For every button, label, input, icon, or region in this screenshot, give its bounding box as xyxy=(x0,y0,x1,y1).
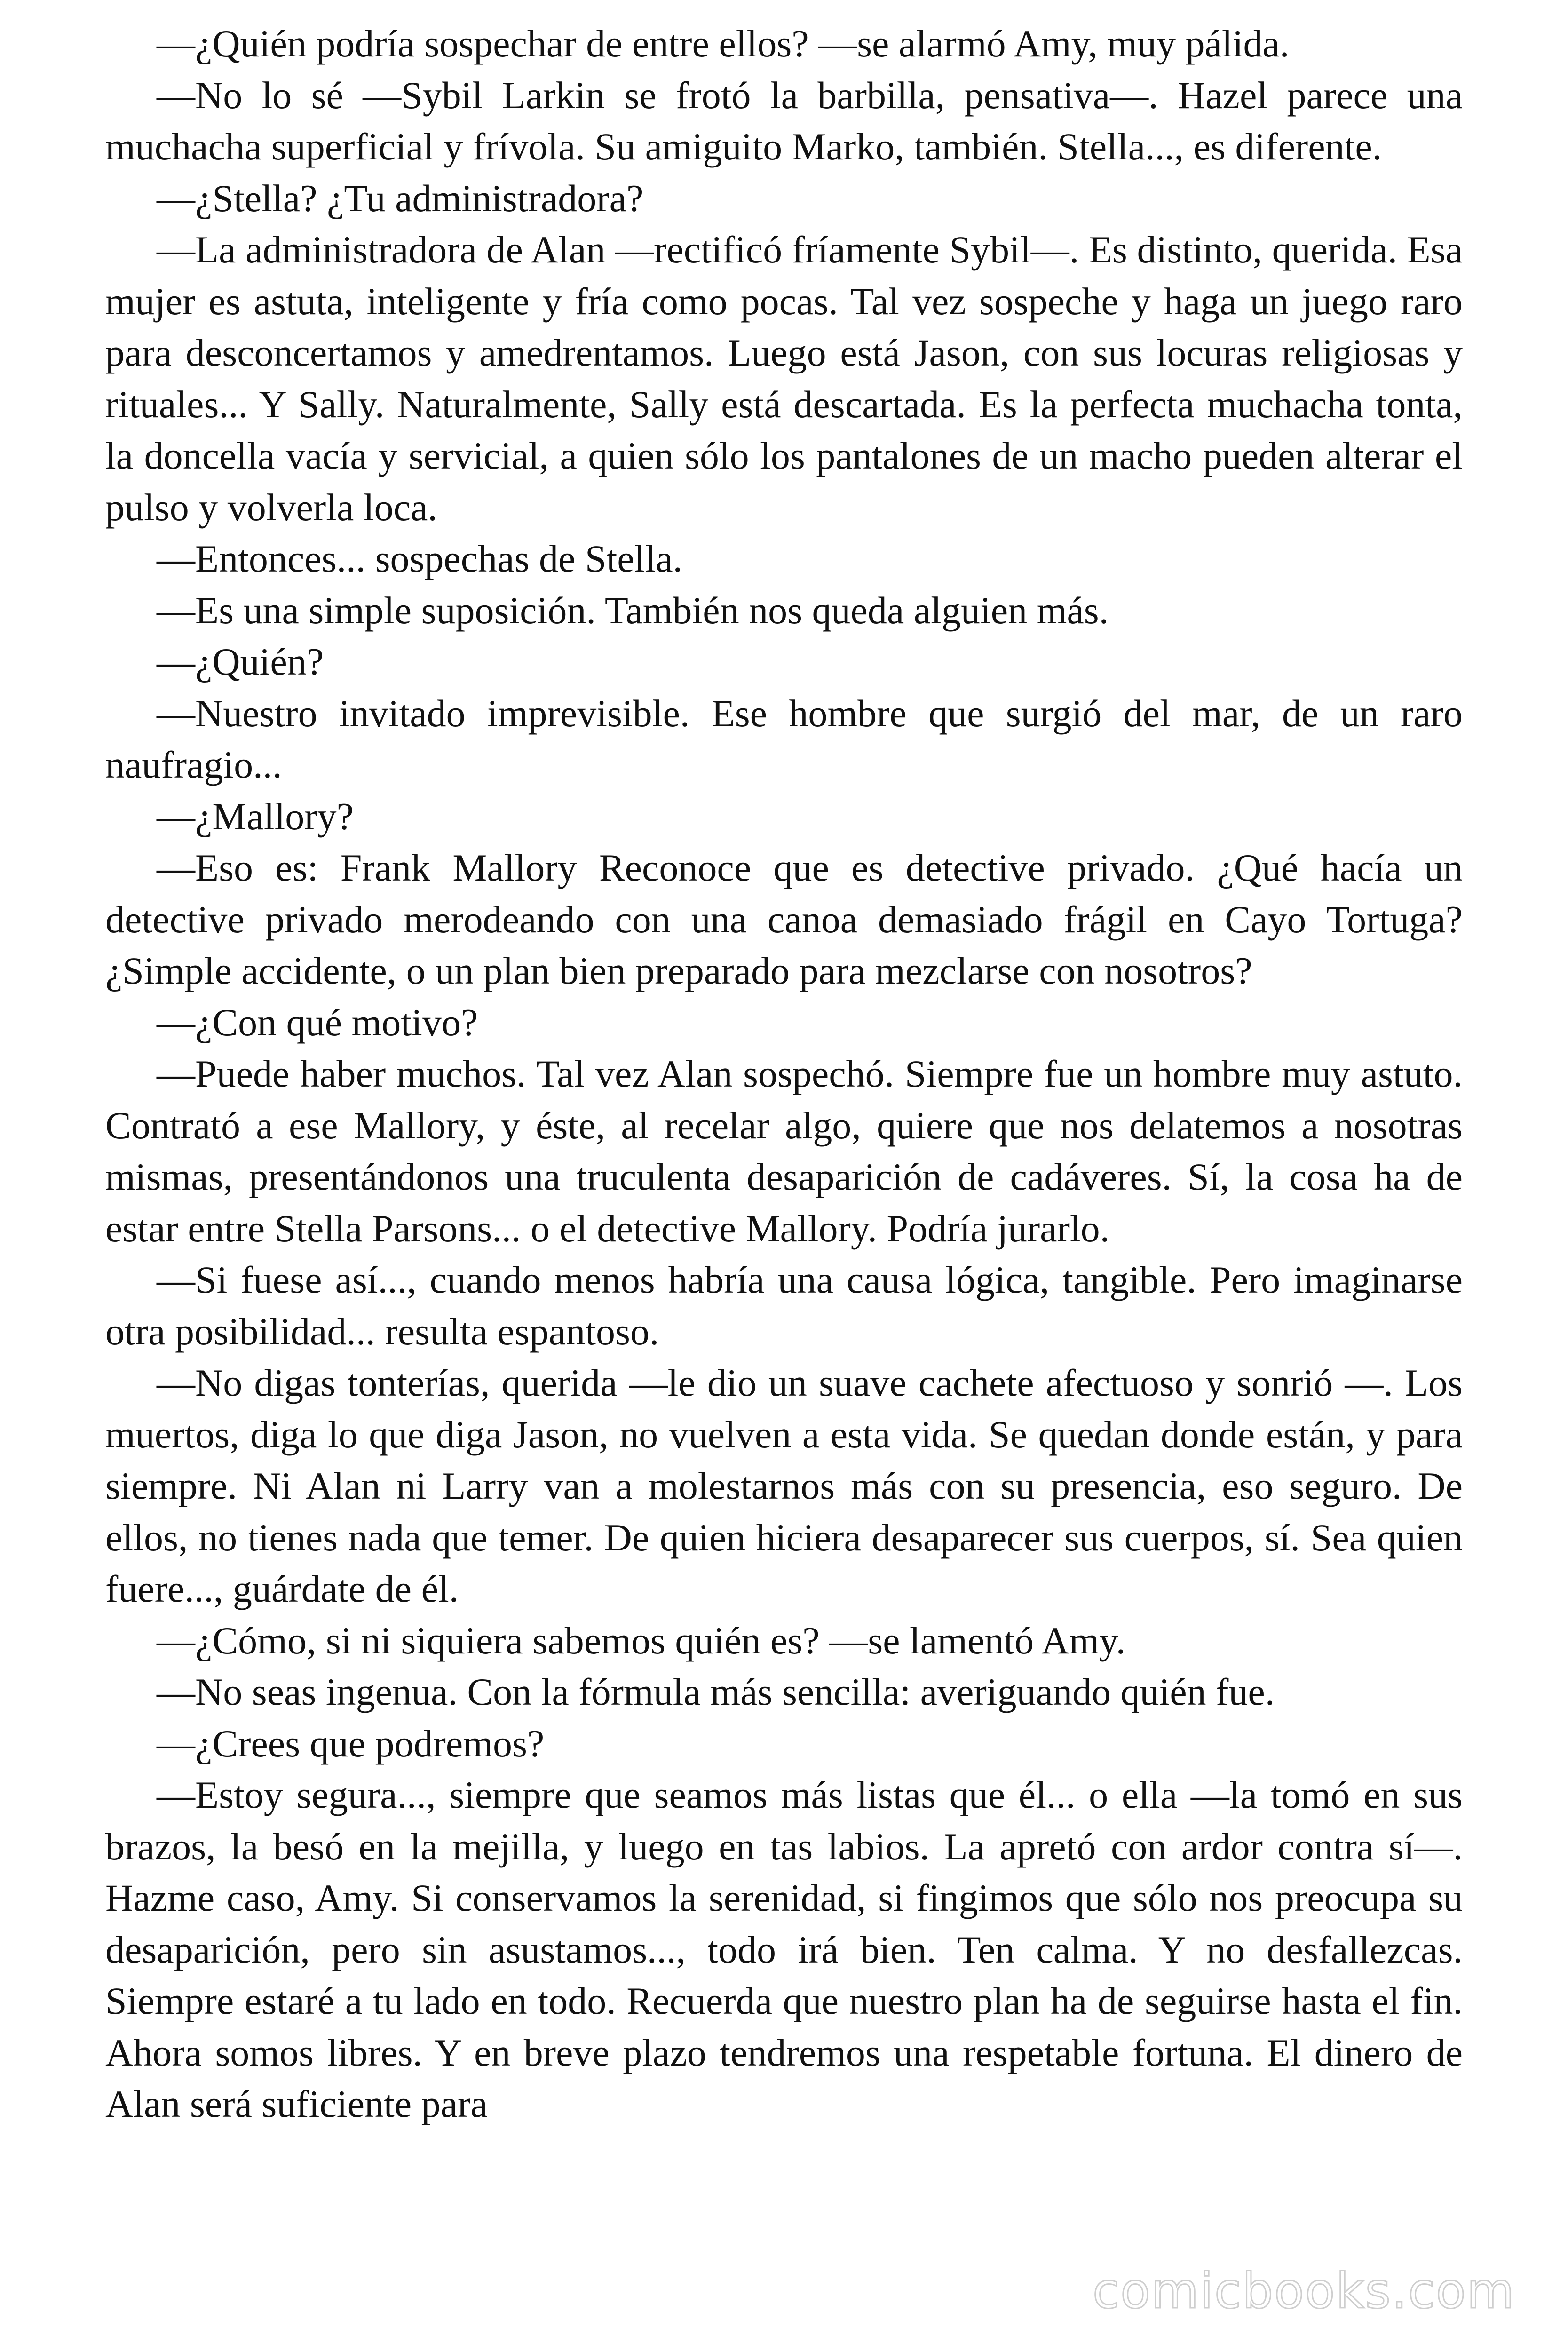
paragraph: —Puede haber muchos. Tal vez Alan sospechó. Siempre fue un hombre muy astuto. Contrató a ese Mallory, y éste, al recelar algo, quiere que nos delatemos a nosotras mismas, presentándonos una truculenta desaparición de cadáveres. Sí, la cosa ha de estar entre Stella Parsons... o el detective Mallory. Podría jurarlo. xyxy=(105,1052,1463,1250)
paragraph: —Es una simple suposición. También nos queda alguien más. xyxy=(157,588,1109,632)
paragraph: —Estoy segura..., siempre que seamos más listas que él... o ella —la tomó en sus brazos, la besó en la mejilla, y luego en tas labios. La apretó con ardor contra sí—. Hazme caso, Amy. Si conservamos la serenidad, si fingimos que sólo nos preocupa su desaparición, pero sin asustamos..., todo irá bien. Ten calma. Y no desfallezcas. Siempre estaré a tu lado en todo. Recuerda que nuestro plan ha de seguirse hasta el fin. Ahora somos libres. Y en breve plazo tendremos una respetable fortuna. El dinero de Alan será suficiente para xyxy=(105,1773,1463,2125)
paragraph: —¿Quién? xyxy=(157,640,324,683)
paragraph: —La administradora de Alan —rectificó fríamente Sybil—. Es distinto, querida. Esa mujer es astuta, inteligente y fría como pocas. Tal vez sospeche y haga un juego raro para desconcertamos y amedrentamos. Luego está Jason, con sus locuras religiosas y rituales... Y Sally. Naturalmente, Sally está descartada. Es la perfecta muchacha tonta, la doncella vacía y servicial, a quien sólo los pantalones de un macho pueden alterar el pulso y volverla loca. xyxy=(105,228,1463,529)
book-page-text xyxy=(105,18,1463,2130)
paragraph: —No lo sé —Sybil Larkin se frotó la barbilla, pensativa—. Hazel parece una muchacha superficial y frívola. Su amiguito Marko, también. Stella..., es diferente. xyxy=(105,73,1463,168)
paragraph: —Si fuese así..., cuando menos habría una causa lógica, tangible. Pero imaginarse otra posibilidad... resulta espantoso. xyxy=(105,1258,1463,1353)
paragraph: —¿Crees que podremos? xyxy=(157,1722,545,1765)
paragraph: —No seas ingenua. Con la fórmula más sencilla: averiguando quién fue. xyxy=(157,1670,1275,1713)
paragraph: —Nuestro invitado imprevisible. Ese hombre que surgió del mar, de un raro naufragio... xyxy=(105,691,1463,786)
paragraph: —¿Quién podría sospechar de entre ellos? —se alarmó Amy, muy pálida. xyxy=(157,22,1290,65)
paragraph: —Eso es: Frank Mallory Reconoce que es detective privado. ¿Qué hacía un detective privado merodeando con una canoa demasiado frágil en Cayo Tortuga? ¿Simple accidente, o un plan bien preparado para mezclarse con nosotros? xyxy=(105,846,1463,992)
paragraph: —¿Mallory? xyxy=(157,795,354,838)
paragraph: —¿Con qué motivo? xyxy=(157,1001,478,1044)
paragraph: —¿Stella? ¿Tu administradora? xyxy=(157,176,644,220)
paragraph: —No digas tonterías, querida —le dio un suave cachete afectuoso y sonrió —. Los muertos, diga lo que diga Jason, no vuelven a esta vida. Se quedan donde están, y para siempre. Ni Alan ni Larry van a molestarnos más con su presencia, eso seguro. De ellos, no tienes nada que temer. De quien hiciera desaparecer sus cuerpos, sí. Sea quien fuere..., guárdate de él. xyxy=(105,1361,1463,1610)
watermark: comicbooks.com xyxy=(1092,2262,1515,2320)
paragraph: —Entonces... sospechas de Stella. xyxy=(157,537,683,580)
paragraph: —¿Cómo, si ni siquiera sabemos quién es? —se lamentó Amy. xyxy=(157,1619,1126,1662)
